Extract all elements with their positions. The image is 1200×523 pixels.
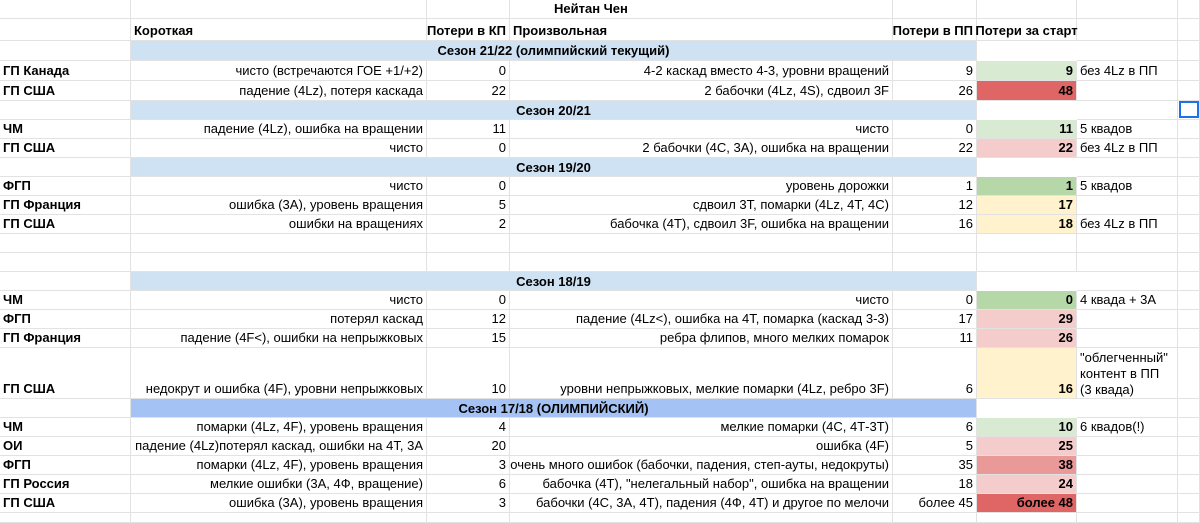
note-cell[interactable] bbox=[1077, 329, 1178, 348]
data-row bbox=[0, 475, 1200, 494]
event-cell[interactable]: ФГП bbox=[0, 456, 131, 475]
cell[interactable] bbox=[893, 253, 977, 272]
short-program-cell[interactable]: ошибки на вращениях bbox=[131, 215, 427, 234]
free-program-cell[interactable]: бабочка (4Т), "нелегальный набор", ошибка на вращении bbox=[510, 475, 893, 494]
cell[interactable] bbox=[893, 0, 977, 19]
cell[interactable] bbox=[510, 513, 893, 523]
free-program-cell[interactable]: сдвоил 3Т, помарки (4Lz, 4T, 4C) bbox=[510, 196, 893, 215]
season-row bbox=[0, 158, 1200, 177]
cell[interactable] bbox=[1178, 513, 1200, 523]
season-header: Сезон 20/21 bbox=[131, 101, 977, 120]
loss-total-cell[interactable]: 48 bbox=[977, 81, 1077, 101]
cell[interactable] bbox=[1178, 494, 1200, 513]
cell[interactable] bbox=[427, 0, 510, 19]
data-row bbox=[0, 81, 1200, 101]
free-program-cell[interactable]: очень много ошибок (бабочки, падения, степ-ауты, недокруты) bbox=[510, 456, 893, 475]
free-program-cell[interactable]: чисто bbox=[510, 291, 893, 310]
loss-total-cell[interactable]: 0 bbox=[977, 291, 1077, 310]
data-row bbox=[0, 61, 1200, 81]
note-cell[interactable]: 4 квада + 3А bbox=[1077, 291, 1178, 310]
data-row bbox=[0, 329, 1200, 348]
loss-sp-cell[interactable]: 15 bbox=[427, 329, 510, 348]
cell[interactable] bbox=[0, 158, 131, 177]
cell[interactable] bbox=[1077, 101, 1178, 120]
loss-total-cell[interactable]: 11 bbox=[977, 120, 1077, 139]
data-row bbox=[0, 348, 1200, 399]
data-row bbox=[0, 177, 1200, 196]
loss-sp-cell[interactable]: 12 bbox=[427, 310, 510, 329]
cell[interactable] bbox=[1178, 418, 1200, 437]
cell[interactable] bbox=[1077, 158, 1178, 177]
short-program-cell[interactable]: падение (4Lz), ошибка на вращении bbox=[131, 120, 427, 139]
event-cell[interactable]: ГП Франция bbox=[0, 329, 131, 348]
event-cell[interactable]: ГП США bbox=[0, 494, 131, 513]
cell[interactable] bbox=[1178, 41, 1200, 61]
loss-total-cell[interactable]: 18 bbox=[977, 215, 1077, 234]
note-cell[interactable] bbox=[1077, 81, 1178, 101]
cell[interactable] bbox=[131, 234, 427, 253]
cell[interactable] bbox=[1178, 348, 1200, 399]
note-cell[interactable]: без 4Lz в ПП bbox=[1077, 139, 1178, 158]
free-program-cell[interactable]: уровень дорожки bbox=[510, 177, 893, 196]
cell[interactable] bbox=[893, 234, 977, 253]
short-program-cell[interactable]: чисто bbox=[131, 139, 427, 158]
free-program-cell[interactable]: бабочки (4С, 3А, 4Т), падения (4Ф, 4Т) и другое по мелочи bbox=[510, 494, 893, 513]
cell[interactable] bbox=[977, 234, 1077, 253]
event-cell[interactable]: ОИ bbox=[0, 437, 131, 456]
cell[interactable] bbox=[1178, 272, 1200, 291]
cell[interactable] bbox=[1178, 456, 1200, 475]
note-cell[interactable]: "облегченный" контент в ПП (3 квада) bbox=[1077, 348, 1178, 399]
loss-total-cell[interactable]: 38 bbox=[977, 456, 1077, 475]
short-program-cell[interactable]: чисто bbox=[131, 177, 427, 196]
event-cell[interactable]: ГП США bbox=[0, 348, 131, 399]
event-cell[interactable]: ГП США bbox=[0, 81, 131, 101]
loss-sp-cell[interactable]: 4 bbox=[427, 418, 510, 437]
cell[interactable] bbox=[977, 253, 1077, 272]
cell[interactable] bbox=[0, 41, 131, 61]
loss-sp-cell[interactable]: 5 bbox=[427, 196, 510, 215]
short-program-cell[interactable]: мелкие ошибки (3А, 4Ф, вращение) bbox=[131, 475, 427, 494]
cell[interactable] bbox=[131, 253, 427, 272]
cell[interactable] bbox=[0, 272, 131, 291]
short-program-cell[interactable]: ошибка (3А), уровень вращения bbox=[131, 196, 427, 215]
loss-total-cell[interactable]: 1 bbox=[977, 177, 1077, 196]
note-cell[interactable] bbox=[1077, 494, 1178, 513]
cell[interactable] bbox=[0, 253, 131, 272]
cell[interactable] bbox=[1178, 61, 1200, 81]
short-program-cell[interactable]: помарки (4Lz, 4F), уровень вращения bbox=[131, 418, 427, 437]
season-header: Сезон 19/20 bbox=[131, 158, 977, 177]
data-row bbox=[0, 418, 1200, 437]
cell[interactable] bbox=[510, 234, 893, 253]
cell[interactable] bbox=[1178, 291, 1200, 310]
short-program-cell[interactable]: падение (4Lz)потерял каскад, ошибки на 4Т, 3А bbox=[131, 437, 427, 456]
data-row bbox=[0, 139, 1200, 158]
loss-fs-cell[interactable]: более 45 bbox=[893, 494, 977, 513]
loss-sp-cell[interactable]: 3 bbox=[427, 494, 510, 513]
loss-total-cell[interactable]: более 48 bbox=[977, 494, 1077, 513]
data-row bbox=[0, 120, 1200, 139]
loss-fs-cell[interactable]: 1 bbox=[893, 177, 977, 196]
blank-row bbox=[0, 234, 1200, 253]
loss-fs-cell[interactable]: 16 bbox=[893, 215, 977, 234]
cell[interactable] bbox=[893, 513, 977, 523]
free-program-cell[interactable]: чисто bbox=[510, 120, 893, 139]
loss-total-cell[interactable]: 16 bbox=[977, 348, 1077, 399]
cell[interactable] bbox=[1077, 19, 1178, 41]
free-program-cell[interactable]: 2 бабочки (4Lz, 4S), сдвоил 3F bbox=[510, 81, 893, 101]
season-row bbox=[0, 399, 1200, 418]
header-loss-fs[interactable]: Потери в ПП bbox=[893, 19, 977, 41]
cell[interactable] bbox=[1178, 19, 1200, 41]
free-program-cell[interactable]: 2 бабочки (4С, 3А), ошибка на вращении bbox=[510, 139, 893, 158]
header-loss-total[interactable]: Потери за старт bbox=[977, 19, 1077, 41]
season-row bbox=[0, 101, 1200, 120]
cell[interactable] bbox=[1077, 234, 1178, 253]
loss-fs-cell[interactable]: 18 bbox=[893, 475, 977, 494]
loss-fs-cell[interactable]: 9 bbox=[893, 61, 977, 81]
cell[interactable] bbox=[1077, 272, 1178, 291]
blank-row bbox=[0, 513, 1200, 523]
data-row bbox=[0, 215, 1200, 234]
event-cell[interactable]: ЧМ bbox=[0, 120, 131, 139]
loss-total-cell[interactable]: 25 bbox=[977, 437, 1077, 456]
cell[interactable] bbox=[1077, 513, 1178, 523]
short-program-cell[interactable]: чисто bbox=[131, 291, 427, 310]
loss-total-cell[interactable]: 29 bbox=[977, 310, 1077, 329]
event-cell[interactable]: ГП Россия bbox=[0, 475, 131, 494]
note-cell[interactable]: 6 квадов(!) bbox=[1077, 418, 1178, 437]
cell[interactable] bbox=[1178, 177, 1200, 196]
event-cell[interactable]: ГП Франция bbox=[0, 196, 131, 215]
data-row bbox=[0, 494, 1200, 513]
loss-sp-cell[interactable]: 3 bbox=[427, 456, 510, 475]
loss-fs-cell[interactable]: 22 bbox=[893, 139, 977, 158]
cell[interactable] bbox=[427, 253, 510, 272]
event-cell[interactable]: ГП Канада bbox=[0, 61, 131, 81]
event-cell[interactable]: ФГП bbox=[0, 177, 131, 196]
cell[interactable] bbox=[427, 234, 510, 253]
season-row bbox=[0, 41, 1200, 61]
data-row bbox=[0, 291, 1200, 310]
loss-sp-cell[interactable]: 0 bbox=[427, 291, 510, 310]
free-program-cell[interactable]: ошибка (4F) bbox=[510, 437, 893, 456]
loss-sp-cell[interactable]: 2 bbox=[427, 215, 510, 234]
cell[interactable] bbox=[0, 101, 131, 120]
cell[interactable] bbox=[1178, 139, 1200, 158]
season-header: Сезон 21/22 (олимпийский текущий) bbox=[131, 41, 977, 61]
season-header: Сезон 18/19 bbox=[131, 272, 977, 291]
event-cell[interactable]: ЧМ bbox=[0, 291, 131, 310]
loss-fs-cell[interactable]: 0 bbox=[893, 120, 977, 139]
loss-sp-cell[interactable]: 0 bbox=[427, 139, 510, 158]
loss-total-cell[interactable]: 10 bbox=[977, 418, 1077, 437]
data-row bbox=[0, 437, 1200, 456]
free-program-cell[interactable]: падение (4Lz<), ошибка на 4Т, помарка (каскад 3-3) bbox=[510, 310, 893, 329]
title-row bbox=[0, 0, 1200, 19]
cell[interactable] bbox=[0, 513, 131, 523]
season-header: Сезон 17/18 (ОЛИМПИЙСКИЙ) bbox=[131, 399, 977, 418]
cell[interactable] bbox=[1178, 81, 1200, 101]
cell[interactable] bbox=[427, 513, 510, 523]
free-program-cell[interactable]: уровни непрыжковых, мелкие помарки (4Lz, ребро 3F) bbox=[510, 348, 893, 399]
cell[interactable] bbox=[131, 0, 427, 19]
free-program-cell[interactable]: ребра флипов, много мелких помарок bbox=[510, 329, 893, 348]
cell[interactable] bbox=[1178, 158, 1200, 177]
loss-total-cell[interactable]: 9 bbox=[977, 61, 1077, 81]
data-row bbox=[0, 456, 1200, 475]
note-cell[interactable] bbox=[1077, 310, 1178, 329]
note-cell[interactable]: 5 квадов bbox=[1077, 120, 1178, 139]
loss-total-cell[interactable]: 26 bbox=[977, 329, 1077, 348]
note-cell[interactable] bbox=[1077, 196, 1178, 215]
loss-fs-cell[interactable]: 26 bbox=[893, 81, 977, 101]
cell[interactable] bbox=[510, 253, 893, 272]
loss-sp-cell[interactable]: 0 bbox=[427, 61, 510, 81]
note-cell[interactable] bbox=[1077, 475, 1178, 494]
loss-total-cell[interactable]: 17 bbox=[977, 196, 1077, 215]
cell[interactable] bbox=[1178, 437, 1200, 456]
loss-fs-cell[interactable]: 12 bbox=[893, 196, 977, 215]
cell[interactable] bbox=[1178, 0, 1200, 19]
event-cell[interactable]: ФГП bbox=[0, 310, 131, 329]
free-program-cell[interactable]: 4-2 каскад вместо 4-3, уровни вращений bbox=[510, 61, 893, 81]
loss-sp-cell[interactable]: 0 bbox=[427, 177, 510, 196]
cell[interactable] bbox=[0, 399, 131, 418]
loss-fs-cell[interactable]: 5 bbox=[893, 437, 977, 456]
cell[interactable] bbox=[0, 19, 131, 41]
cell[interactable] bbox=[1178, 253, 1200, 272]
note-cell[interactable]: 5 квадов bbox=[1077, 177, 1178, 196]
blank-row bbox=[0, 253, 1200, 272]
free-program-cell[interactable]: мелкие помарки (4С, 4Т-3Т) bbox=[510, 418, 893, 437]
loss-fs-cell[interactable]: 0 bbox=[893, 291, 977, 310]
cell[interactable] bbox=[1178, 215, 1200, 234]
note-cell[interactable]: без 4Lz в ПП bbox=[1077, 61, 1178, 81]
event-cell[interactable]: ГП США bbox=[0, 139, 131, 158]
cell[interactable] bbox=[1077, 253, 1178, 272]
loss-total-cell[interactable]: 24 bbox=[977, 475, 1077, 494]
loss-sp-cell[interactable]: 6 bbox=[427, 475, 510, 494]
loss-fs-cell[interactable]: 11 bbox=[893, 329, 977, 348]
note-cell[interactable]: без 4Lz в ПП bbox=[1077, 215, 1178, 234]
data-row bbox=[0, 310, 1200, 329]
event-cell[interactable]: ГП США bbox=[0, 215, 131, 234]
loss-fs-cell[interactable]: 6 bbox=[893, 418, 977, 437]
loss-sp-cell[interactable]: 10 bbox=[427, 348, 510, 399]
cell[interactable] bbox=[1178, 475, 1200, 494]
selected-cell-outline[interactable] bbox=[1179, 101, 1199, 118]
short-program-cell[interactable]: недокрут и ошибка (4F), уровни непрыжковых bbox=[131, 348, 427, 399]
cell[interactable] bbox=[1178, 234, 1200, 253]
short-program-cell[interactable]: падение (4F<), ошибки на непрыжковых bbox=[131, 329, 427, 348]
cell[interactable] bbox=[1178, 120, 1200, 139]
loss-fs-cell[interactable]: 6 bbox=[893, 348, 977, 399]
cell[interactable] bbox=[1178, 196, 1200, 215]
cell[interactable] bbox=[977, 0, 1077, 19]
loss-sp-cell[interactable]: 11 bbox=[427, 120, 510, 139]
free-program-cell[interactable]: бабочка (4Т), сдвоил 3F, ошибка на вращении bbox=[510, 215, 893, 234]
header-row bbox=[0, 19, 1200, 41]
header-free[interactable]: Произвольная bbox=[510, 19, 893, 41]
short-program-cell[interactable]: падение (4Lz), потеря каскада bbox=[131, 81, 427, 101]
loss-total-cell[interactable]: 22 bbox=[977, 139, 1077, 158]
loss-fs-cell[interactable]: 17 bbox=[893, 310, 977, 329]
sheet-title[interactable]: Нейтан Чен bbox=[510, 0, 893, 19]
short-program-cell[interactable]: ошибка (3А), уровень вращения bbox=[131, 494, 427, 513]
cell[interactable] bbox=[1077, 0, 1178, 19]
data-row bbox=[0, 196, 1200, 215]
cell[interactable] bbox=[1178, 399, 1200, 418]
loss-sp-cell[interactable]: 20 bbox=[427, 437, 510, 456]
note-cell[interactable] bbox=[1077, 456, 1178, 475]
short-program-cell[interactable]: помарки (4Lz, 4F), уровень вращения bbox=[131, 456, 427, 475]
cell[interactable] bbox=[977, 513, 1077, 523]
cell[interactable] bbox=[131, 513, 427, 523]
header-loss-sp[interactable]: Потери в КП bbox=[427, 19, 510, 41]
cell[interactable] bbox=[0, 0, 131, 19]
cell[interactable] bbox=[1077, 399, 1178, 418]
event-cell[interactable]: ЧМ bbox=[0, 418, 131, 437]
cell[interactable] bbox=[1077, 41, 1178, 61]
season-row bbox=[0, 272, 1200, 291]
cell[interactable] bbox=[1178, 310, 1200, 329]
cell[interactable] bbox=[1178, 329, 1200, 348]
cell[interactable] bbox=[0, 234, 131, 253]
loss-sp-cell[interactable]: 22 bbox=[427, 81, 510, 101]
short-program-cell[interactable]: чисто (встречаются ГОЕ +1/+2) bbox=[131, 61, 427, 81]
note-cell[interactable] bbox=[1077, 437, 1178, 456]
short-program-cell[interactable]: потерял каскад bbox=[131, 310, 427, 329]
header-short[interactable]: Короткая bbox=[131, 19, 427, 41]
loss-fs-cell[interactable]: 35 bbox=[893, 456, 977, 475]
